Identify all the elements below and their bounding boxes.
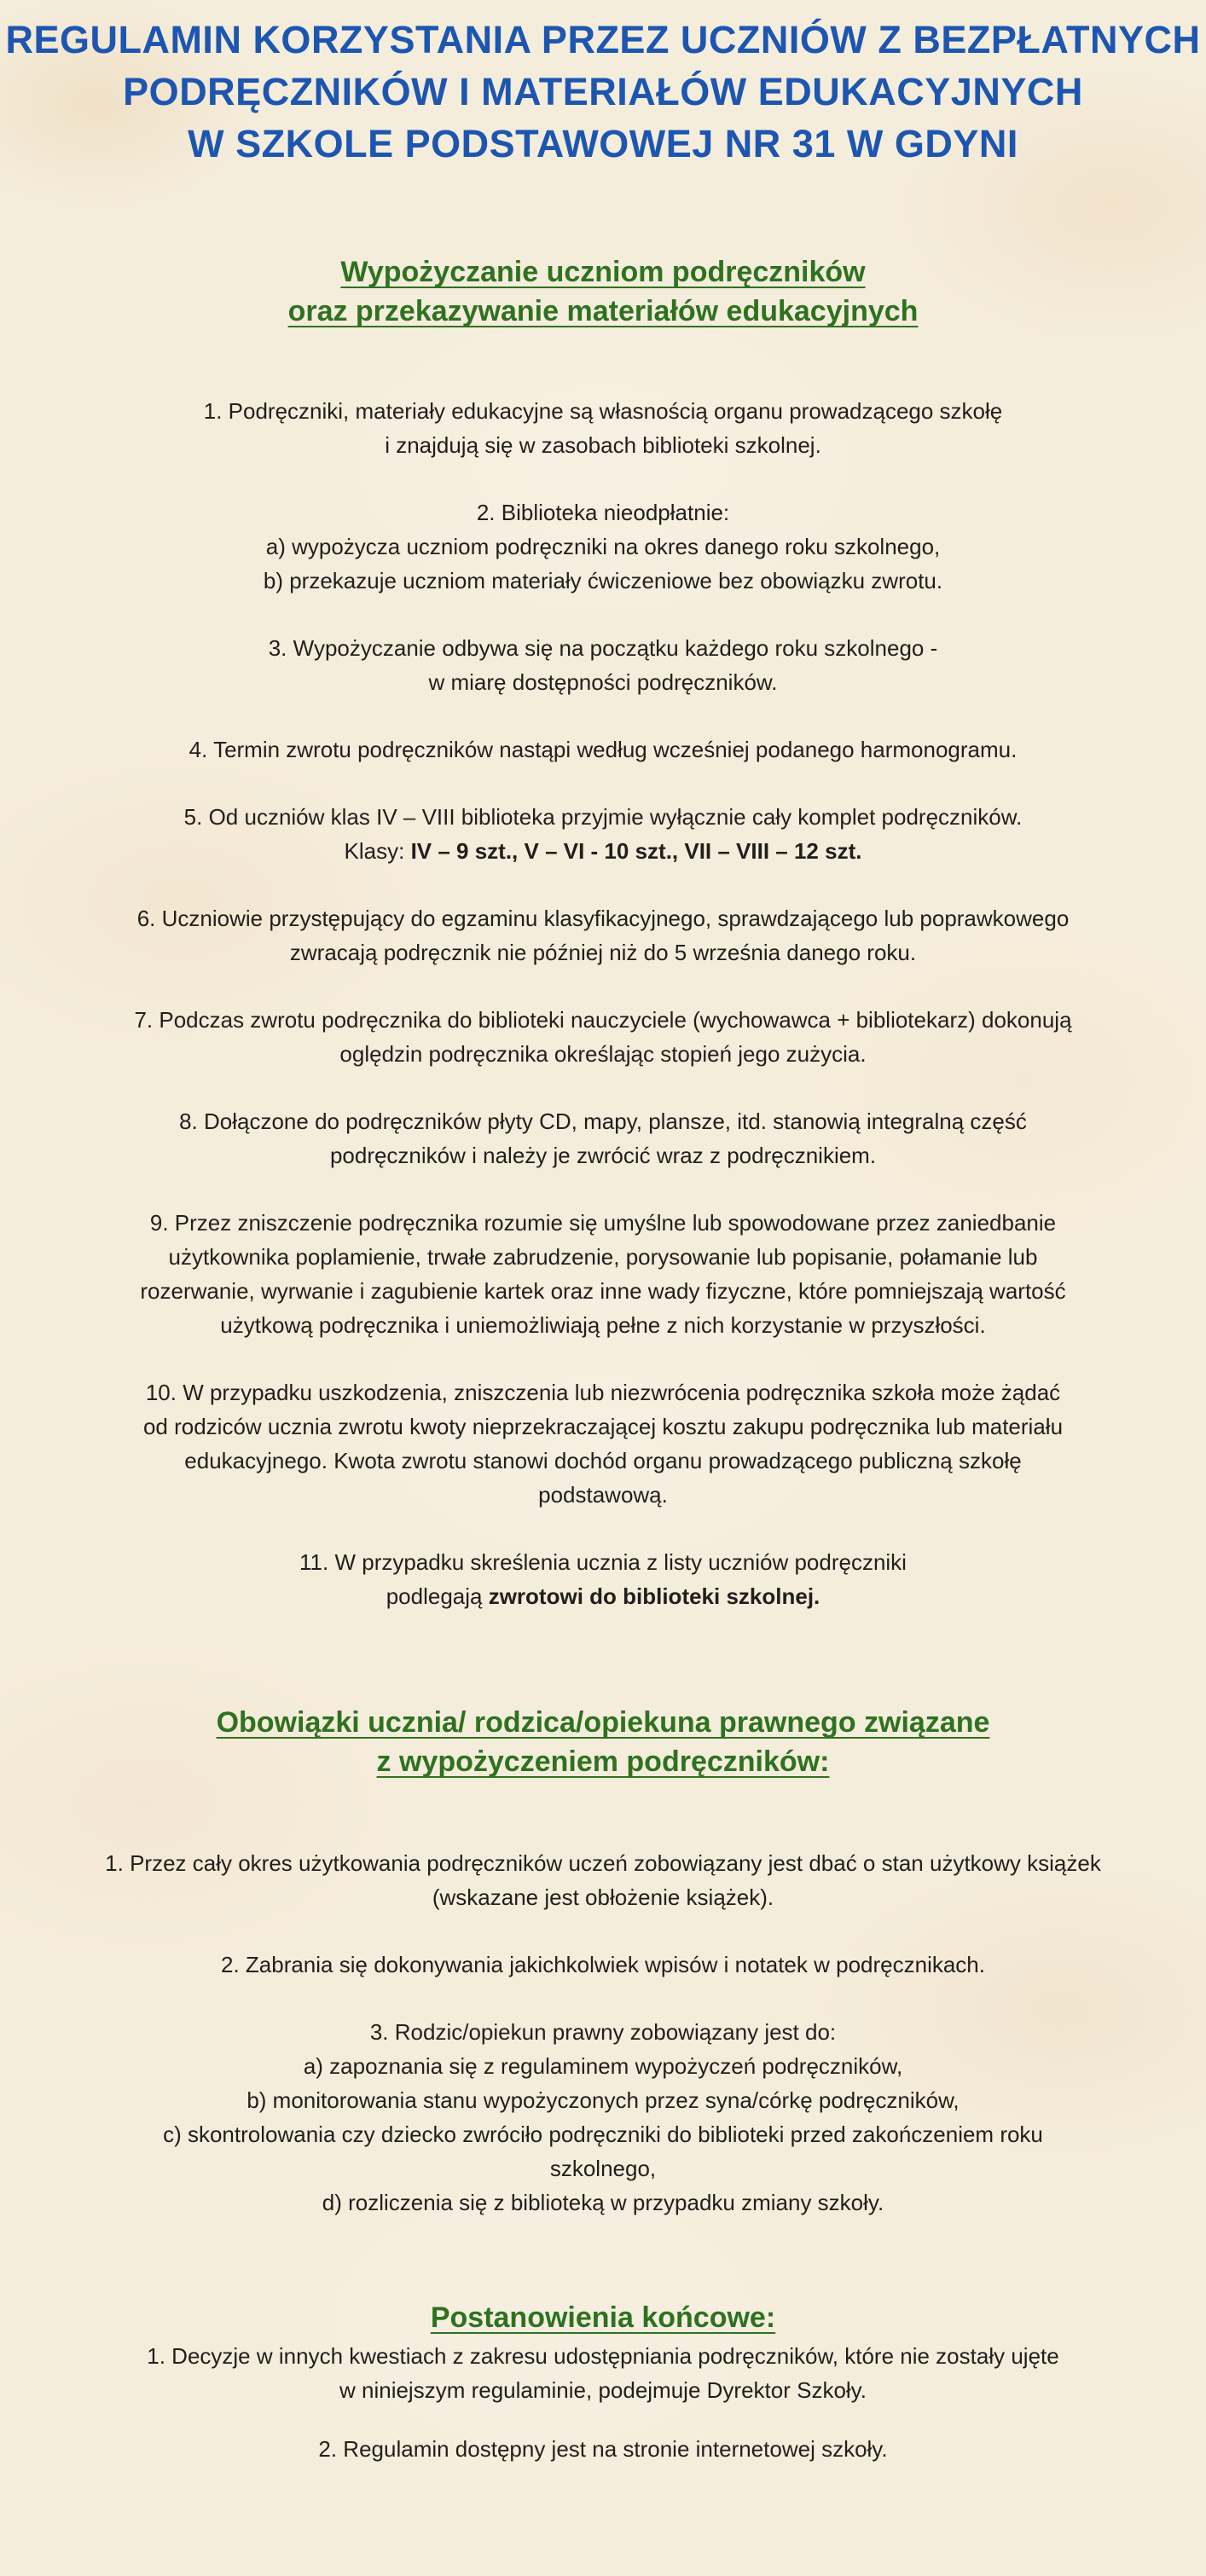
return-obligation-line: podlegają zwrotowi do biblioteki szkolnej. (386, 1583, 820, 1609)
regulation-item: 1. Przez cały okres użytkowania podręczników uczeń zobowiązany jest dbać o stan użytkowy książek (wskazane jest obłożenie książek). (105, 1850, 1101, 1910)
section-obligations (0, 1703, 1206, 2220)
regulation-item: 2. Regulamin dostępny jest na stronie internetowej szkoły. (318, 2436, 888, 2462)
regulation-item: 7. Podczas zwrotu podręcznika do biblioteki nauczyciele (wychowawca + bibliotekarz) dokonują oględzin podręcznika określając stopień jego zużycia. (134, 1007, 1072, 1067)
title-line: PODRĘCZNIKÓW I MATERIAŁÓW EDUKACYJNYCH (123, 70, 1083, 113)
section-items (0, 2339, 1206, 2466)
regulation-item: 6. Uczniowie przystępujący do egzaminu klasyfikacyjnego, sprawdzającego lub poprawkowego zwracają podręcznik nie później niż do 5 września danego roku. (136, 906, 1070, 965)
regulation-item: 1. Podręczniki, materiały edukacyjne są własnością organu prowadzącego szkołę i znajdują się w zasobach biblioteki szkolnej. (203, 398, 1003, 458)
section-heading-line: Obowiązki ucznia/ rodzica/opiekuna prawnego związane (216, 1706, 990, 1739)
section-heading (0, 2298, 1206, 2337)
document-title (0, 0, 1206, 170)
title-line: W SZKOLE PODSTAWOWEJ NR 31 W GDYNI (188, 122, 1018, 165)
section-items (0, 394, 1206, 1613)
regulation-item: 3. Rodzic/opiekun prawny zobowiązany jest do: a) zapoznania się z regulaminem wypożyczeń podręczników, b) monitorowania stanu wypożyczonych przez syna/córkę podręczników, c) skontrolowania czy dziecko zwróciło podręczniki do biblioteki przed zakończeniem roku szkolnego, d) rozliczenia się z biblioteką w przypadku zmiany szkoły. (163, 2019, 1043, 2215)
section-items (0, 1846, 1206, 2220)
regulation-item: 4. Termin zwrotu podręczników nastąpi według wcześniej podanego harmonogramu. (188, 737, 1018, 762)
regulation-item: 10. W przypadku uszkodzenia, zniszczenia lub niezwrócenia podręcznika szkoła może żądać od rodziców ucznia zwrotu kwoty nieprzekraczającej kosztu zakupu podręcznika lub materiału edukacyjnego. Kwota zwrotu stanowi dochód organu prowadzącego publiczną szkołę podstawową. (142, 1380, 1064, 1508)
regulation-item: 2. Biblioteka nieodpłatnie: a) wypożycza uczniom podręczniki na okres danego roku szkolnego, b) przekazuje uczniom materiały ćwiczeniowe bez obowiązku zwrotu. (263, 500, 943, 593)
section-heading (0, 1703, 1206, 1781)
section-heading (0, 252, 1206, 331)
section-heading-line: Postanowienia końcowe: (430, 2301, 776, 2334)
section-heading-line: oraz przekazywanie materiałów edukacyjnych (287, 295, 919, 327)
regulation-item: 3. Wypożyczanie odbywa się na początku każdego roku szkolnego - w miarę dostępności podręczników. (268, 635, 938, 695)
section-heading-line: z wypożyczeniem podręczników: (376, 1745, 830, 1778)
regulation-item: 9. Przez zniszczenie podręcznika rozumie się umyślne lub spowodowane przez zaniedbanie użytkownika poplamienie, trwałe zabrudzenie, porysowanie lub popisanie, połamanie lub rozerwanie, wyrwanie i zagubienie kartek oraz inne wady fizyczne, które pomniejszają wartość użytkową podręcznika i uniemożliwiają pełne z nich korzystanie w przyszłości. (140, 1210, 1066, 1338)
regulation-item: 11. W przypadku skreślenia ucznia z listy uczniów podręczniki podlegają zwrotowi do biblioteki szkolnej. (0, 1545, 1206, 1613)
regulation-item: 8. Dołączone do podręczników płyty CD, mapy, plansze, itd. stanowią integralną część podręczników i należy je zwrócić wraz z podręcznikiem. (179, 1109, 1027, 1168)
title-line: REGULAMIN KORZYSTANIA PRZEZ UCZNIÓW Z BEZPŁATNYCH (5, 18, 1201, 61)
regulation-item: 5. Od uczniów klas IV – VIII biblioteka przyjmie wyłącznie cały komplet podręczników. Klasy: IV – 9 szt., V – VI - 10 szt., VII – VIII – 12 szt. (0, 800, 1206, 868)
section-lending (0, 252, 1206, 1613)
regulation-item: 1. Decyzje w innych kwestiach z zakresu udostępniania podręczników, które nie zostały ujęte w niniejszym regulaminie, podejmuje Dyrektor Szkoły. (147, 2343, 1059, 2403)
class-counts-line: Klasy: IV – 9 szt., V – VI - 10 szt., VII – VIII – 12 szt. (344, 838, 862, 864)
section-final-provisions (0, 2298, 1206, 2466)
regulation-item: 2. Zabrania się dokonywania jakichkolwiek wpisów i notatek w podręcznikach. (220, 1952, 985, 1977)
section-heading-line: Wypożyczanie uczniom podręczników (340, 256, 866, 288)
